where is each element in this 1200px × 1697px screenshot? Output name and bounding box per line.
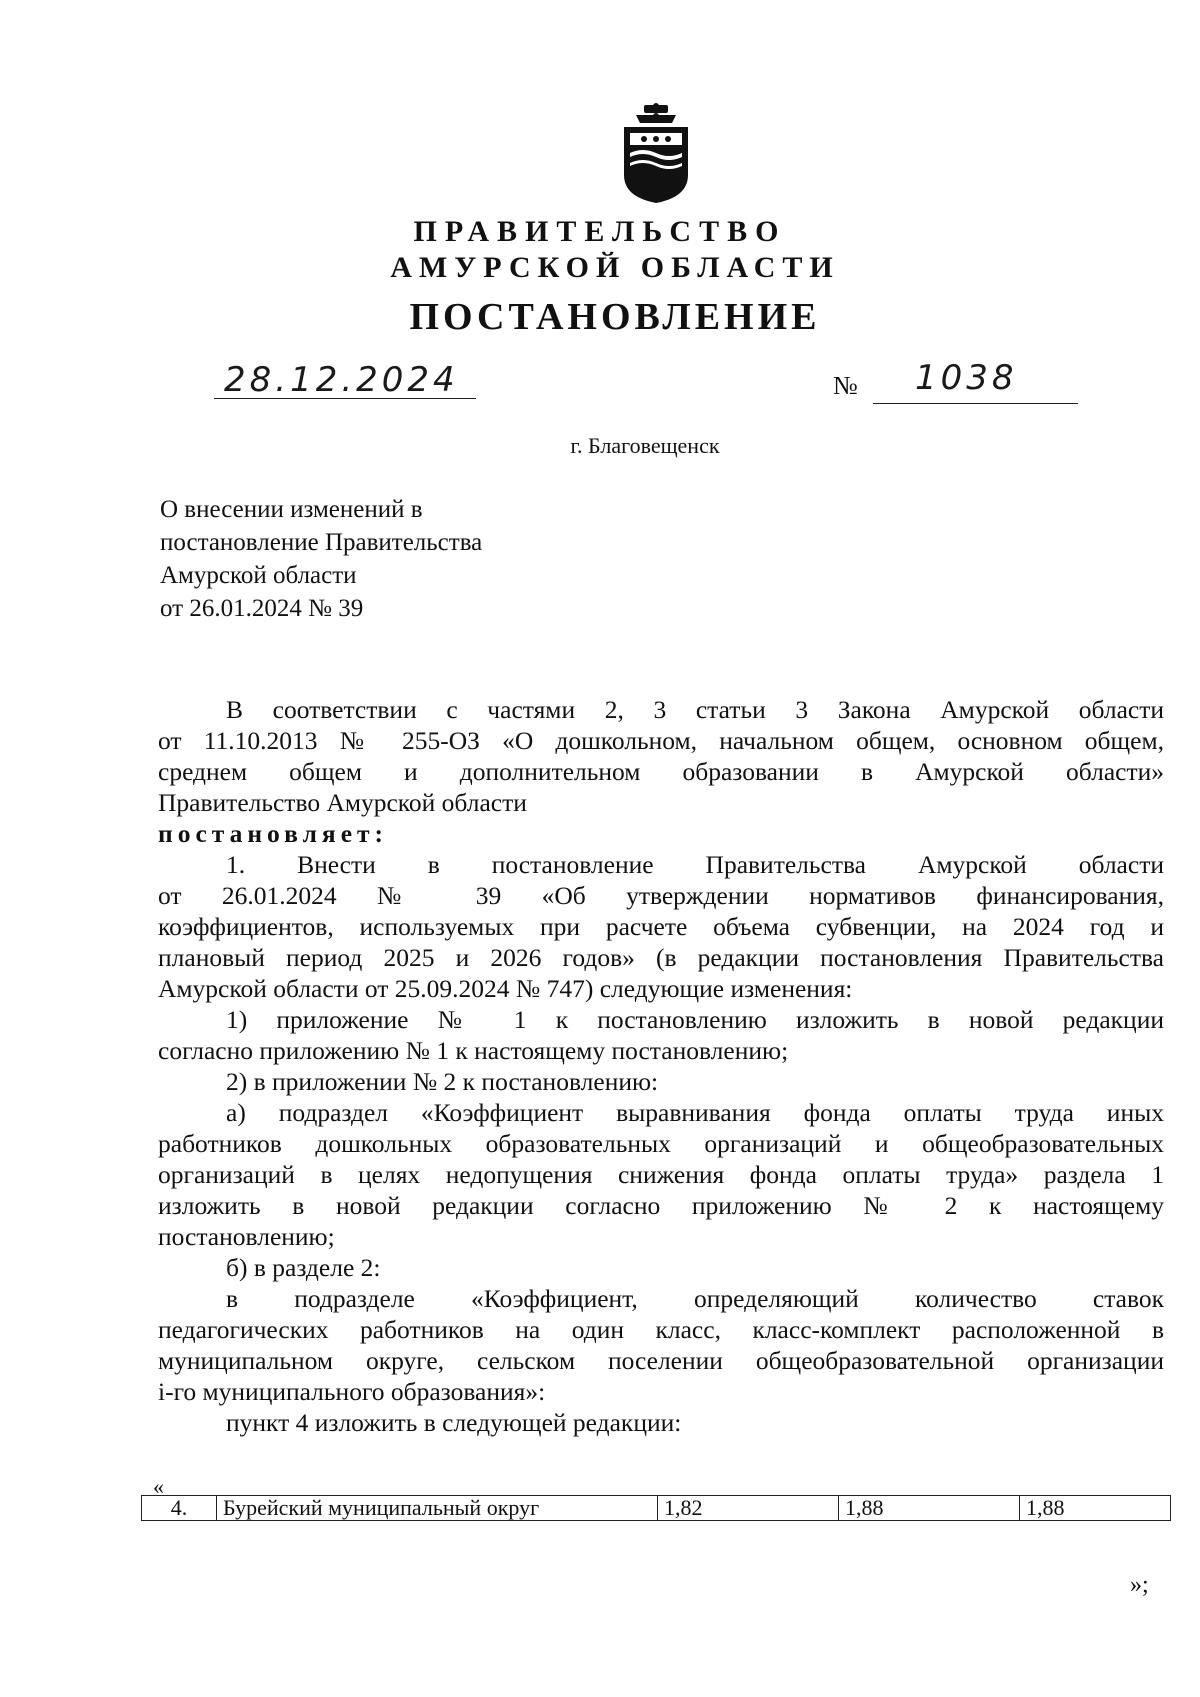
body-line: в подразделе «Коэффициент, определяющий количество ставок <box>226 1284 1164 1313</box>
table-cell-municipality: Бурейский муниципальный округ <box>217 1496 658 1521</box>
table-row <box>142 1496 1171 1521</box>
subject-line: постановление Правительства <box>160 529 483 556</box>
body-line: плановый период 2025 и 2026 годов» (в редакции постановления Правительства <box>158 943 1164 972</box>
table-cell-value: 1,88 <box>839 1496 1020 1521</box>
date-underline <box>214 398 476 399</box>
region-heading: АМУРСКОЙ ОБЛАСТИ <box>390 251 840 284</box>
body-line: коэффициентов, используемых при расчете объема субвенции, на 2024 год и <box>158 912 1164 941</box>
body-line: б) в разделе 2: <box>226 1253 381 1282</box>
body-line: изложить в новой редакции согласно приложению № 2 к настоящему <box>158 1191 1164 1220</box>
number-underline <box>873 403 1078 404</box>
body-text <box>158 694 1164 1438</box>
body-line: Амурской области от 25.09.2024 № 747) следующие изменения: <box>158 974 853 1003</box>
body-line: i-го муниципального образования»: <box>158 1377 546 1406</box>
body-line: муниципальном округе, сельском поселении общеобразовательной организации <box>158 1346 1164 1375</box>
government-heading: ПРАВИТЕЛЬСТВО <box>413 215 787 248</box>
coat-of-arms-icon <box>614 103 698 203</box>
body-line: пункт 4 изложить в следующей редакции: <box>226 1408 682 1437</box>
body-line: В соответствии с частями 2, 3 статьи 3 Закона Амурской области <box>226 695 1164 724</box>
table-cell-value: 1,88 <box>1020 1496 1171 1521</box>
city-label: г. Благовещенск <box>570 433 720 458</box>
table-cell-number: 4. <box>142 1496 217 1521</box>
body-line: 1) приложение № 1 к постановлению изложить в новой редакции <box>226 1005 1164 1034</box>
body-line: Правительство Амурской области <box>158 788 527 817</box>
document-type-title: ПОСТАНОВЛЕНИЕ <box>409 296 821 338</box>
body-line: работников дошкольных образовательных организаций и общеобразовательных <box>158 1129 1164 1158</box>
table-cell-value: 1,82 <box>658 1496 839 1521</box>
body-line: а) подраздел «Коэффициент выравнивания фонда оплаты труда иных <box>226 1098 1164 1127</box>
body-line: среднем общем и дополнительном образовании в Амурской области» <box>158 757 1164 786</box>
body-line: педагогических работников на один класс, класс-комплект расположенной в <box>158 1315 1164 1344</box>
body-line: от 11.10.2013 № 255-ОЗ «О дошкольном, начальном общем, основном общем, <box>158 726 1164 755</box>
number-sign: № <box>833 371 858 400</box>
body-line: согласно приложению № 1 к настоящему постановлению; <box>158 1036 789 1065</box>
amendment-table <box>141 1495 1171 1521</box>
body-line: организаций в целях недопущения снижения фонда оплаты труда» раздела 1 <box>158 1160 1164 1189</box>
body-line: от 26.01.2024 № 39 «Об утверждении нормативов финансирования, <box>158 881 1164 910</box>
opening-quote: « <box>153 1474 164 1499</box>
body-line: 1. Внести в постановление Правительства Амурской области <box>226 850 1164 879</box>
handwritten-number: 1038 <box>915 358 1018 398</box>
subject-line: Амурской области <box>160 562 357 589</box>
body-line: постановлению; <box>158 1222 335 1251</box>
decree-word: постановляет: <box>158 819 389 848</box>
handwritten-date: 28.12.2024 <box>224 360 459 400</box>
document-subject <box>160 493 482 625</box>
closing-quote: »; <box>1130 1572 1149 1598</box>
subject-line: от 26.01.2024 № 39 <box>160 595 364 622</box>
subject-line: О внесении изменений в <box>160 496 423 523</box>
body-line: 2) в приложении № 2 к постановлению: <box>226 1067 659 1096</box>
